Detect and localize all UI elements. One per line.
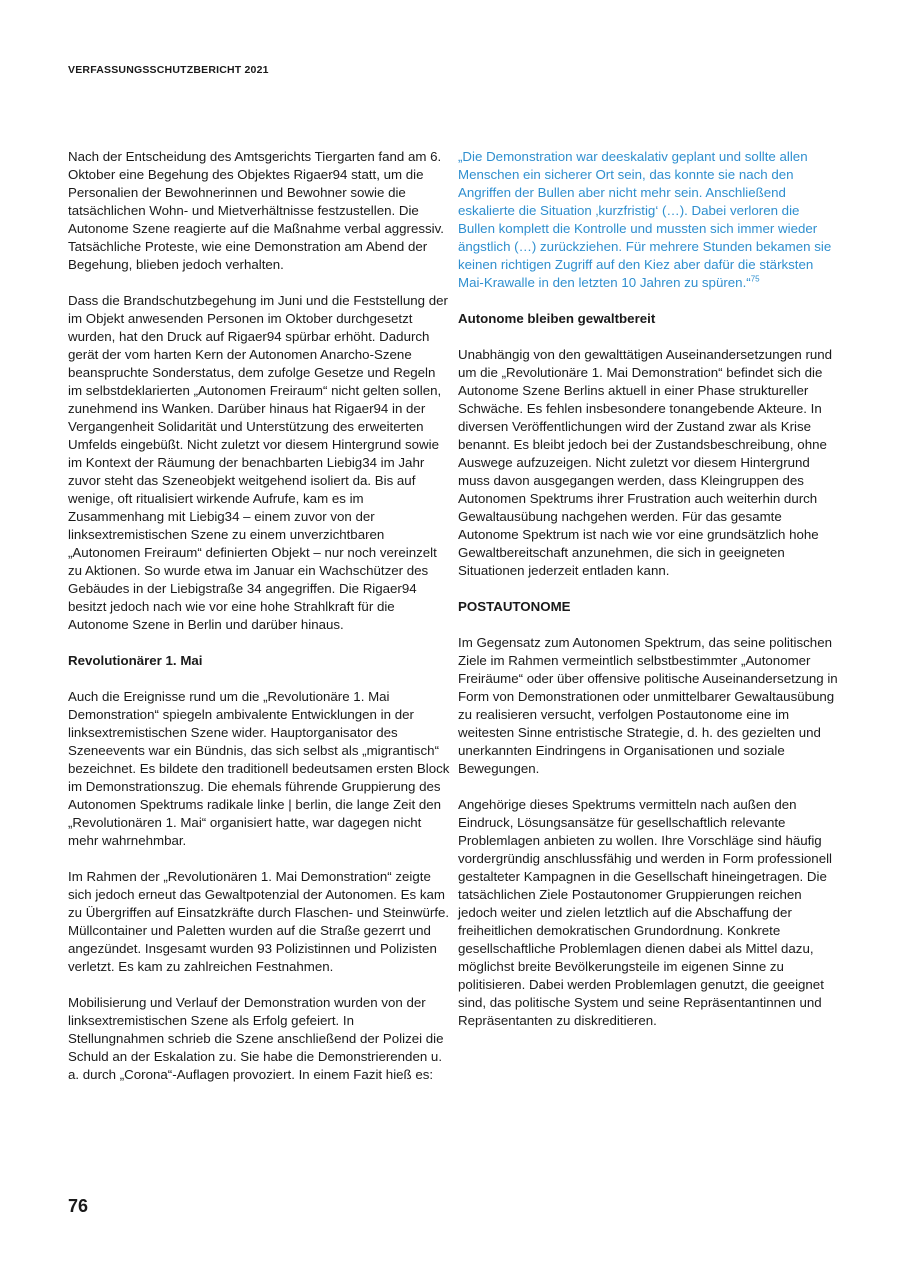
paragraph: Dass die Brandschutzbegehung im Juni und die Feststellung der im Objekt anwesenden Personen im Oktober durchgesetzt wurden, hat den Druck auf Rigaer94 spürbar erhöht. Dadurch gerät der vom harten Kern der Autonomen Anarcho-Szene beanspruchte Sonderstatus, dem zufolge Gesetze und Regeln im selbstdeklarierten „Autonomen Freiraum“ nicht gelten sollen, zunehmend ins Wanken. Darüber hinaus hat Rigaer94 in der Vergangenheit Solidarität und Unterstützung des erweiterten Umfelds eingebüßt. Nicht zuletzt vor diesem Hintergrund sowie im Kontext der Räumung der benachbarten Liebig34 im Jahr zuvor steht das Szeneobjekt weitgehend isoliert da. Bis auf wenige, oft ritualisiert wirkende Aufrufe, kam es im Zusammenhang mit Liebig34 – einem zuvor von der linksextremistischen Szene zu einem unverzichtbaren „Autonomen Freiraum“ definierten Objekt – nur noch vereinzelt zu Aktionen. So wurde etwa im Januar ein Wachschützer des Gebäudes in der Liebigstraße 34 angegriffen. Die Rigaer94 besitzt jedoch nach wie vor eine hohe Strahlkraft für die Autonome Szene in Berlin und darüber hinaus. bbox=[68, 293, 448, 632]
paragraph: Auch die Ereignisse rund um die „Revolutionäre 1. Mai Demonstration“ spiegeln ambivalente Entwicklungen in der linksextremistischen Szene wider. Hauptorganisator des Szeneevents war ein Bündnis, das sich selbst als „migrantisch“ bezeichnet. Es bildete den traditionell bedeutsamen ersten Block im Demonstrationszug. Die ehemals führende Gruppierung des Autonomen Spektrums radikale linke | berlin, die lange Zeit den „Revolutionären 1. Mai“ organisiert hatte, war dagegen nicht mehr wahrnehmbar. bbox=[68, 689, 450, 848]
section-heading: Revolutionärer 1. Mai bbox=[68, 653, 203, 668]
chapter-heading: POSTAUTONOME bbox=[458, 599, 571, 614]
paragraph: Unabhängig von den gewalttätigen Auseinandersetzungen rund um die „Revolutionäre 1. Mai Demonstration“ befindet sich die Autonome Szene Berlins aktuell in einer Phase struktureller Schwäche. Es fehlen insbesondere tonangebende Akteure. In diversen Veröffentlichungen wird der Zustand zwar als Krise benannt. Es bleibt jedoch bei der Zustandsbeschreibung, ohne Auswege aufzuzeigen. Nicht zuletzt vor diesem Hintergrund muss davon ausgegangen werden, dass Kleingruppen des Autonomen Spektrums ihrer Frustration auch weiterhin durch Gewaltausübung nachgehen werden. Für das gesamte Autonome Spektrum ist nach wie vor eine grundsätzlich hohe Gewaltbereitschaft anzunehmen, die sich in geeigneten Situationen jederzeit entladen kann. bbox=[458, 347, 833, 578]
running-header: VERFASSUNGSSCHUTZBERICHT 2021 bbox=[68, 64, 269, 76]
footnote-reference[interactable]: 75 bbox=[750, 274, 760, 284]
quote-text: „Die Demonstration war deeskalativ geplant und sollte allen Menschen ein sicherer Ort sein, das konnte sie nach den Angriffen der Bullen aber nicht mehr sein. Anschließend eskalierte die Situation ‚kurzfristig‘ (…). Dabei verloren die Bullen komplett die Kontrolle und mussten sich immer wieder ängstlich (…) zurückziehen. Für mehrere Stunden bekamen sie keinen richtigen Zugriff auf den Kiez aber dafür die stärksten Mai-Krawalle in den letzten 10 Jahren zu spüren.“ bbox=[458, 149, 832, 290]
block-quote bbox=[458, 148, 840, 292]
paragraph: Angehörige dieses Spektrums vermitteln nach außen den Eindruck, Lösungsansätze für gesellschaftlich relevante Problemlagen anbieten zu wollen. Ihre Vorschläge sind häufig vordergründig anschlussfähig und werden in Form professionell gestalteter Kampagnen in die Gesellschaft hineingetragen. Die tatsächlichen Ziele Postautonomer Gruppierungen reichen jedoch weiter und zielen letztlich auf die Abschaffung der freiheitlichen demokratischen Grundordnung. Konkrete gesellschaftliche Problemlagen dienen dabei als Mittel dazu, möglichst breite Bevölkerungsteile im eigenen Sinne zu politisieren. Dabei werden Problemlagen genutzt, die geeignet sind, das politische System und seine Repräsentantinnen und Repräsentanten zu diskreditieren. bbox=[458, 797, 832, 1028]
section-heading: Autonome bleiben gewaltbereit bbox=[458, 311, 656, 326]
right-column bbox=[458, 148, 840, 1048]
paragraph: Nach der Entscheidung des Amtsgerichts Tiergarten fand am 6. Oktober eine Begehung des Objektes Rigaer94 statt, um die Personalien der Bewohnerinnen und Bewohner sowie die tatsächlichen Wohn- und Mietverhältnisse festzustellen. Die Autonome Szene reagierte auf die Maßnahme verbal aggressiv. Tatsächliche Proteste, wie eine Demonstration am Abend der Begehung, blieben jedoch verhalten. bbox=[68, 149, 444, 272]
paragraph: Im Rahmen der „Revolutionären 1. Mai Demonstration“ zeigte sich jedoch erneut das Gewaltpotenzial der Autonomen. Es kam zu Übergriffen auf Einsatzkräfte durch Flaschen- und Steinwürfe. Müllcontainer und Paletten wurden auf die Straße gezerrt und angezündet. Insgesamt wurden 93 Polizistinnen und Polizisten verletzt. Es kam zu zahlreichen Festnahmen. bbox=[68, 869, 450, 974]
paragraph: Mobilisierung und Verlauf der Demonstration wurden von der linksextremistischen Szene als Erfolg gefeiert. In Stellungnahmen schrieb die Szene anschließend der Polizei die Schuld an der Eskalation zu. Sie habe die Demonstrierenden u. a. durch „Corona“-Auflagen provoziert. In einem Fazit hieß es: bbox=[68, 995, 444, 1082]
paragraph: Im Gegensatz zum Autonomen Spektrum, das seine politischen Ziele im Rahmen vermeintlich selbstbestimmter „Autonomer Freiräume“ oder über offensive politische Auseinandersetzung in Form von Demonstrationen oder unmittelbarer Gewaltausübung zu realisieren versucht, verfolgen Postautonome eine im weitesten Sinne entristische Strategie, d. h. des gezielten und unerkannten Eindringens in Organisationen und soziale Bewegungen. bbox=[458, 635, 838, 776]
page-number: 76 bbox=[68, 1196, 89, 1216]
left-column bbox=[68, 148, 450, 1102]
